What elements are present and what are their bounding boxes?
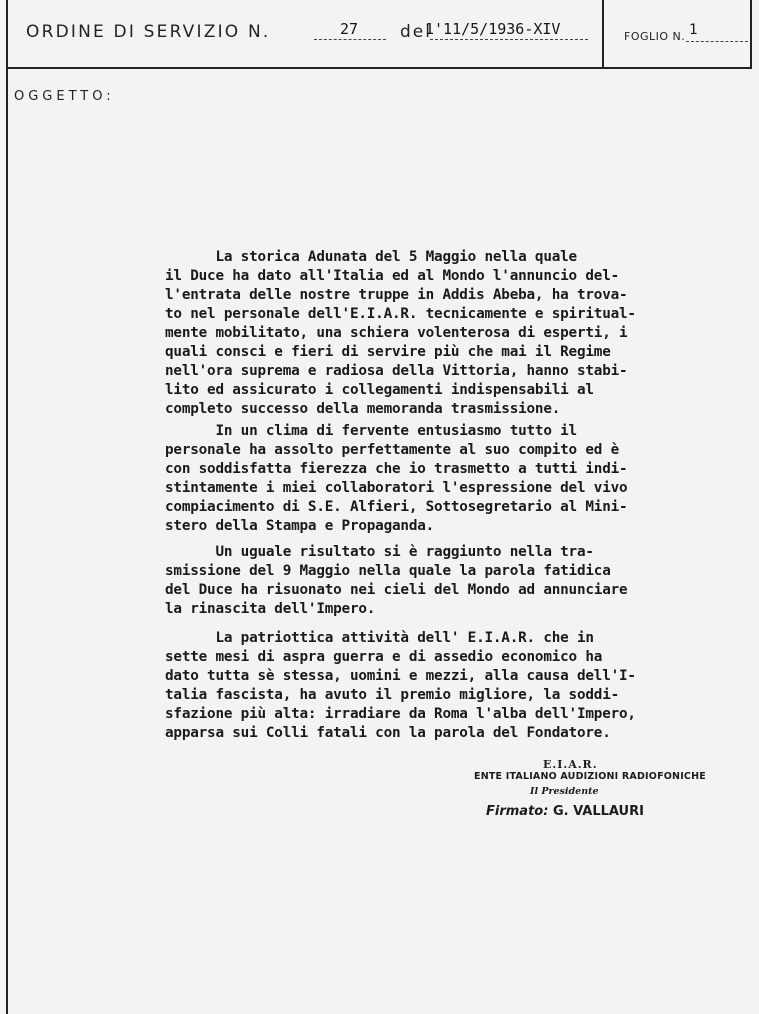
signature-line [486, 804, 644, 819]
text-line: la rinascita dell'Impero. [165, 601, 376, 617]
order-date: 1'11/5/1936-XIV [425, 20, 561, 38]
paragraph-1 [165, 248, 636, 419]
paragraph-3 [165, 543, 627, 619]
stamp-role: Il Presidente [530, 786, 599, 797]
order-title: ORDINE DI SERVIZIO N. [26, 22, 271, 42]
text-line: La patriottica attività dell' E.I.A.R. che in [165, 630, 594, 646]
subject-label: OGGETTO: [14, 89, 115, 104]
stamp-abbreviation: E.I.A.R. [543, 758, 598, 771]
text-line: lito ed assicurato i collegamenti indispensabili al [165, 382, 594, 398]
text-line: dato tutta sè stessa, uomini e mezzi, alla causa dell'I- [165, 668, 636, 684]
header-divider [602, 0, 604, 69]
signed-name: G. VALLAURI [552, 804, 644, 819]
text-line: smissione del 9 Maggio nella quale la parola fatidica [165, 563, 611, 579]
left-margin-rule [6, 69, 8, 1014]
text-line: sette mesi di aspra guerra e di assedio economico ha [165, 649, 603, 665]
number-fill-line [314, 39, 386, 40]
text-line: Un uguale risultato si è raggiunto nella tra- [165, 544, 594, 560]
text-line: nell'ora suprema e radiosa della Vittoria, hanno stabi- [165, 363, 628, 379]
text-line: sfazione più alta: irradiare da Roma l'alba dell'Impero, [165, 706, 636, 722]
text-line: stero della Stampa e Propaganda. [165, 518, 435, 534]
text-line: il Duce ha dato all'Italia ed al Mondo l'annuncio del- [165, 268, 620, 284]
order-number: 27 [340, 20, 359, 38]
sheet-label: FOGLIO N. [624, 30, 686, 43]
text-line: mente mobilitato, una schiera volenterosa di esperti, i [165, 325, 628, 341]
date-label: del [400, 22, 432, 42]
text-line: stintamente i miei collaboratori l'espressione del vivo [165, 480, 628, 496]
text-line: con soddisfatta fierezza che io trasmetto a tutti indi- [165, 461, 628, 477]
paragraph-4 [165, 629, 636, 743]
text-line: l'entrata delle nostre truppe in Addis Abeba, ha trova- [165, 287, 628, 303]
sheet-number: 1 [689, 22, 698, 38]
text-line: to nel personale dell'E.I.A.R. tecnicamente e spiritual- [165, 306, 636, 322]
paragraph-2 [165, 422, 627, 536]
signed-label: Firmato: [486, 804, 549, 819]
text-line: In un clima di fervente entusiasmo tutto il [165, 423, 577, 439]
date-fill-line [430, 39, 588, 40]
sheet-fill-line [686, 41, 748, 42]
text-line: del Duce ha risuonato nei cieli del Mondo ad annunciare [165, 582, 628, 598]
stamp-organization: ENTE ITALIANO AUDIZIONI RADIOFONICHE [474, 771, 706, 782]
text-line: quali consci e fieri di servire più che mai il Regime [165, 344, 611, 360]
text-line: completo successo della memoranda trasmissione. [165, 401, 561, 417]
text-line: compiacimento di S.E. Alfieri, Sottosegretario al Mini- [165, 499, 628, 515]
text-line: apparsa sui Colli fatali con la parola del Fondatore. [165, 725, 611, 741]
text-line: talia fascista, ha avuto il premio migliore, la soddi- [165, 687, 620, 703]
text-line: personale ha assolto perfettamente al suo compito ed è [165, 442, 620, 458]
text-line: La storica Adunata del 5 Maggio nella quale [165, 249, 577, 265]
